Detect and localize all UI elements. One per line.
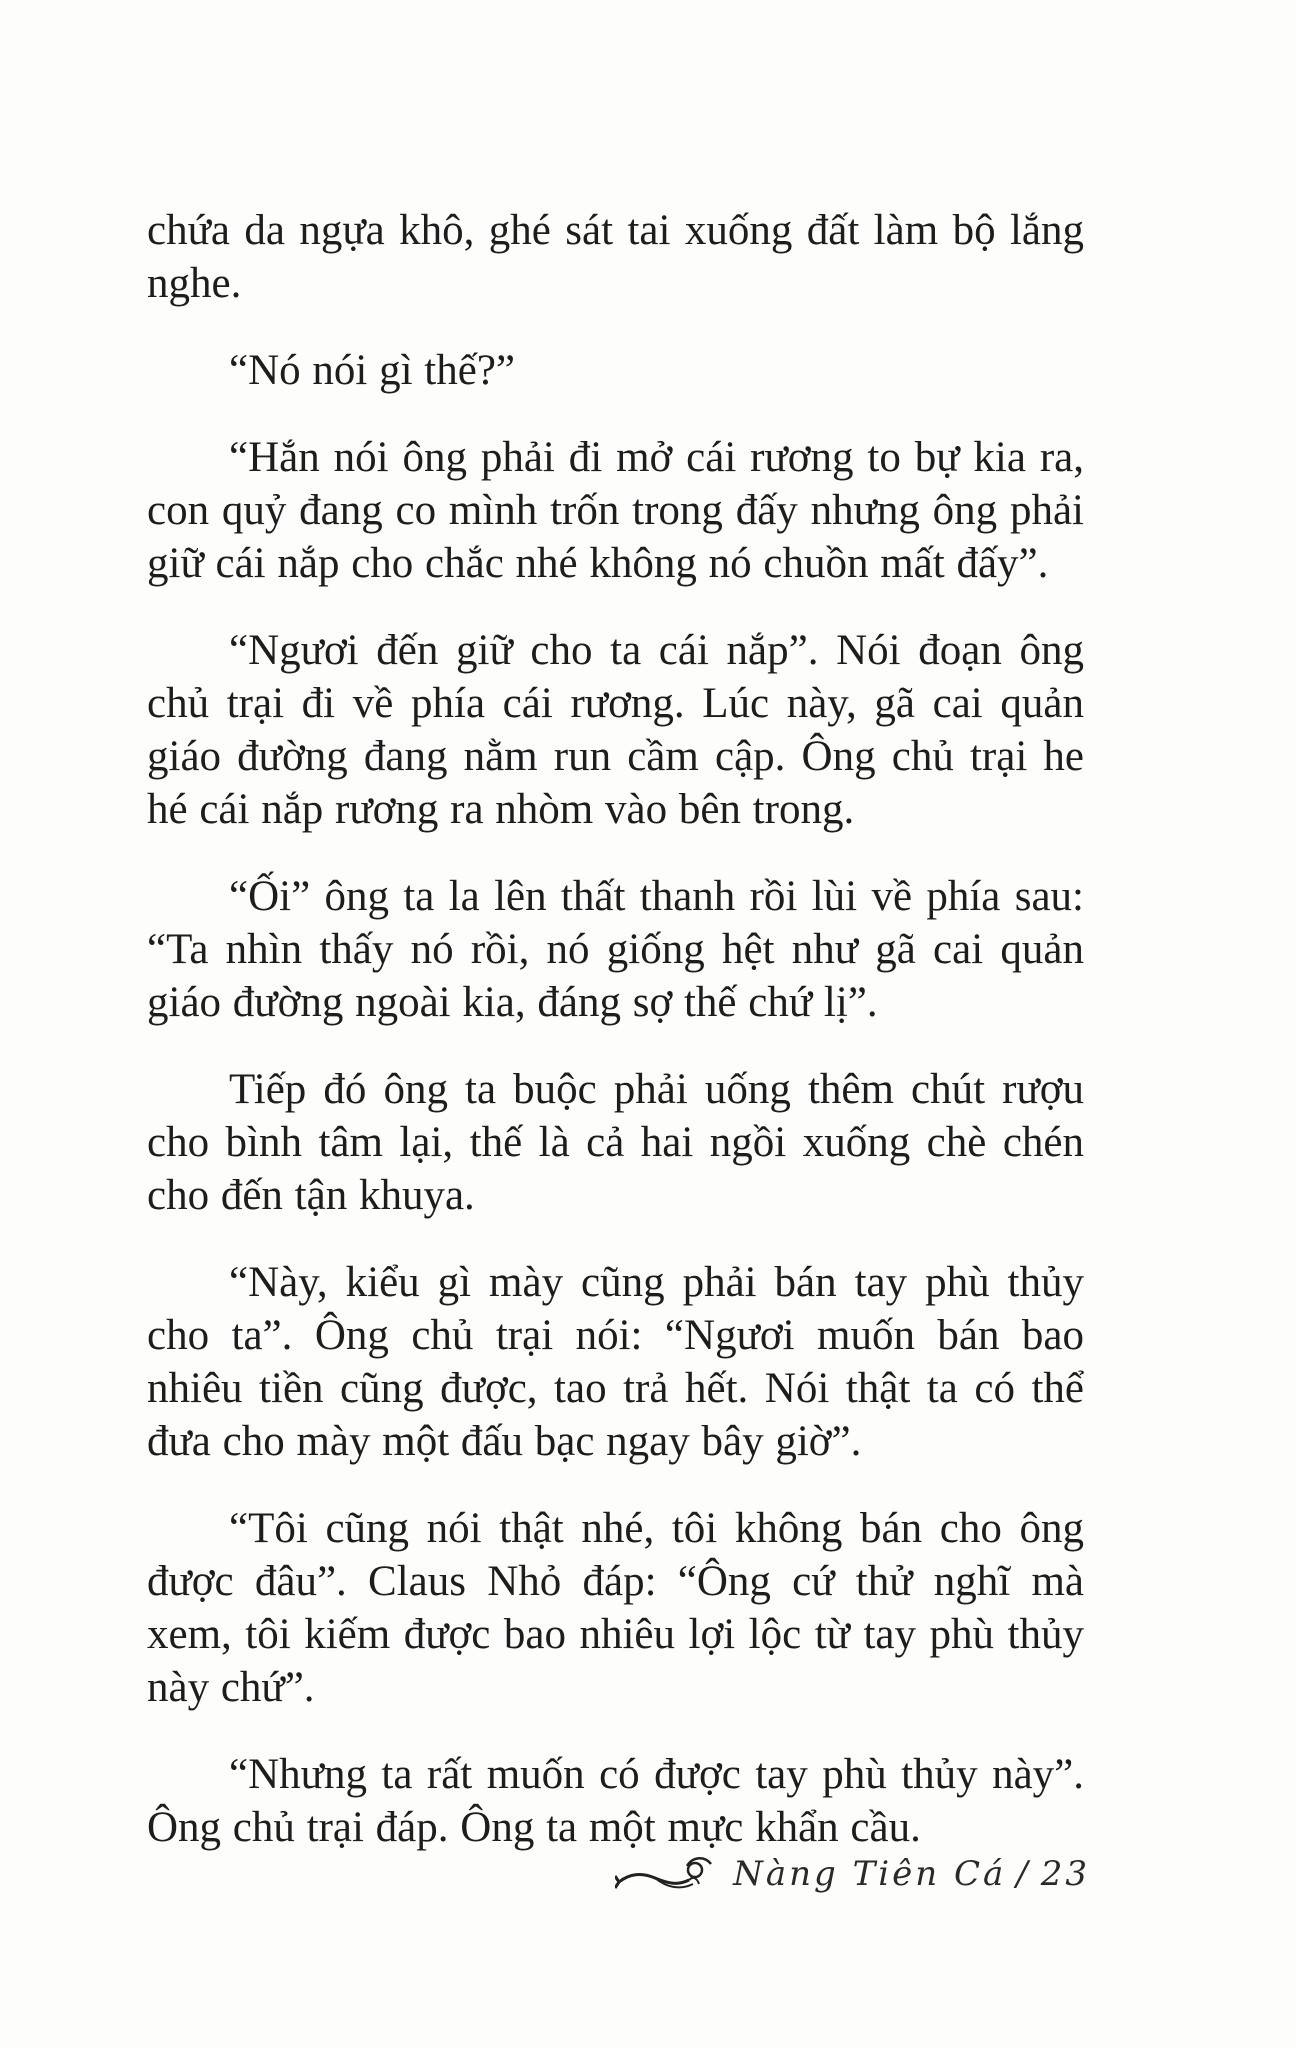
paragraph-3: “Hắn nói ông phải đi mở cái rương to bự kia ra, con quỷ đang co mình trốn trong đấy nhưng ông phải giữ cái nắp cho chắc nhé không nó chuồn mất đấy”. <box>147 434 1084 587</box>
paragraph-9: “Nhưng ta rất muốn có được tay phù thủy này”. Ông chủ trại đáp. Ông ta một mực khẩn cầu. <box>147 1751 1084 1851</box>
book-title: Nàng Tiên Cá <box>733 1854 1007 1894</box>
paragraph-2: “Nó nói gì thế?” <box>229 347 515 394</box>
paragraph-4: “Ngươi đến giữ cho ta cái nắp”. Nói đoạn ông chủ trại đi về phía cái rương. Lúc này, gã cai quản giáo đường đang nằm run cầm cập. Ông chủ trại he hé cái nắp rương ra nhòm vào bên trong. <box>147 627 1084 833</box>
footer-text <box>733 1854 1090 1894</box>
paragraph-6: Tiếp đó ông ta buộc phải uống thêm chút rượu cho bình tâm lại, thế là cả hai ngồi xuống chè chén cho đến tận khuya. <box>147 1066 1084 1219</box>
paragraph-8: “Tôi cũng nói thật nhé, tôi không bán cho ông được đâu”. Claus Nhỏ đáp: “Ông cứ thử nghĩ mà xem, tôi kiếm được bao nhiêu lợi lộc từ tay phù thủy này chứ”. <box>147 1505 1084 1711</box>
page-body <box>147 204 1084 1888</box>
page-number: 23 <box>1040 1854 1090 1894</box>
footer-separator: / <box>1016 1854 1031 1894</box>
mermaid-icon <box>615 1848 715 1900</box>
page-footer <box>615 1848 1090 1900</box>
paragraph-1: chứa da ngựa khô, ghé sát tai xuống đất làm bộ lắng nghe. <box>147 207 1084 307</box>
paragraph-5: “Ối” ông ta la lên thất thanh rồi lùi về phía sau: “Ta nhìn thấy nó rồi, nó giống hệt như gã cai quản giáo đường ngoài kia, đáng sợ thế chứ lị”. <box>147 873 1084 1026</box>
paragraph-7: “Này, kiểu gì mày cũng phải bán tay phù thủy cho ta”. Ông chủ trại nói: “Ngươi muốn bán bao nhiêu tiền cũng được, tao trả hết. Nói thật ta có thể đưa cho mày một đấu bạc ngay bây giờ”. <box>147 1259 1084 1465</box>
